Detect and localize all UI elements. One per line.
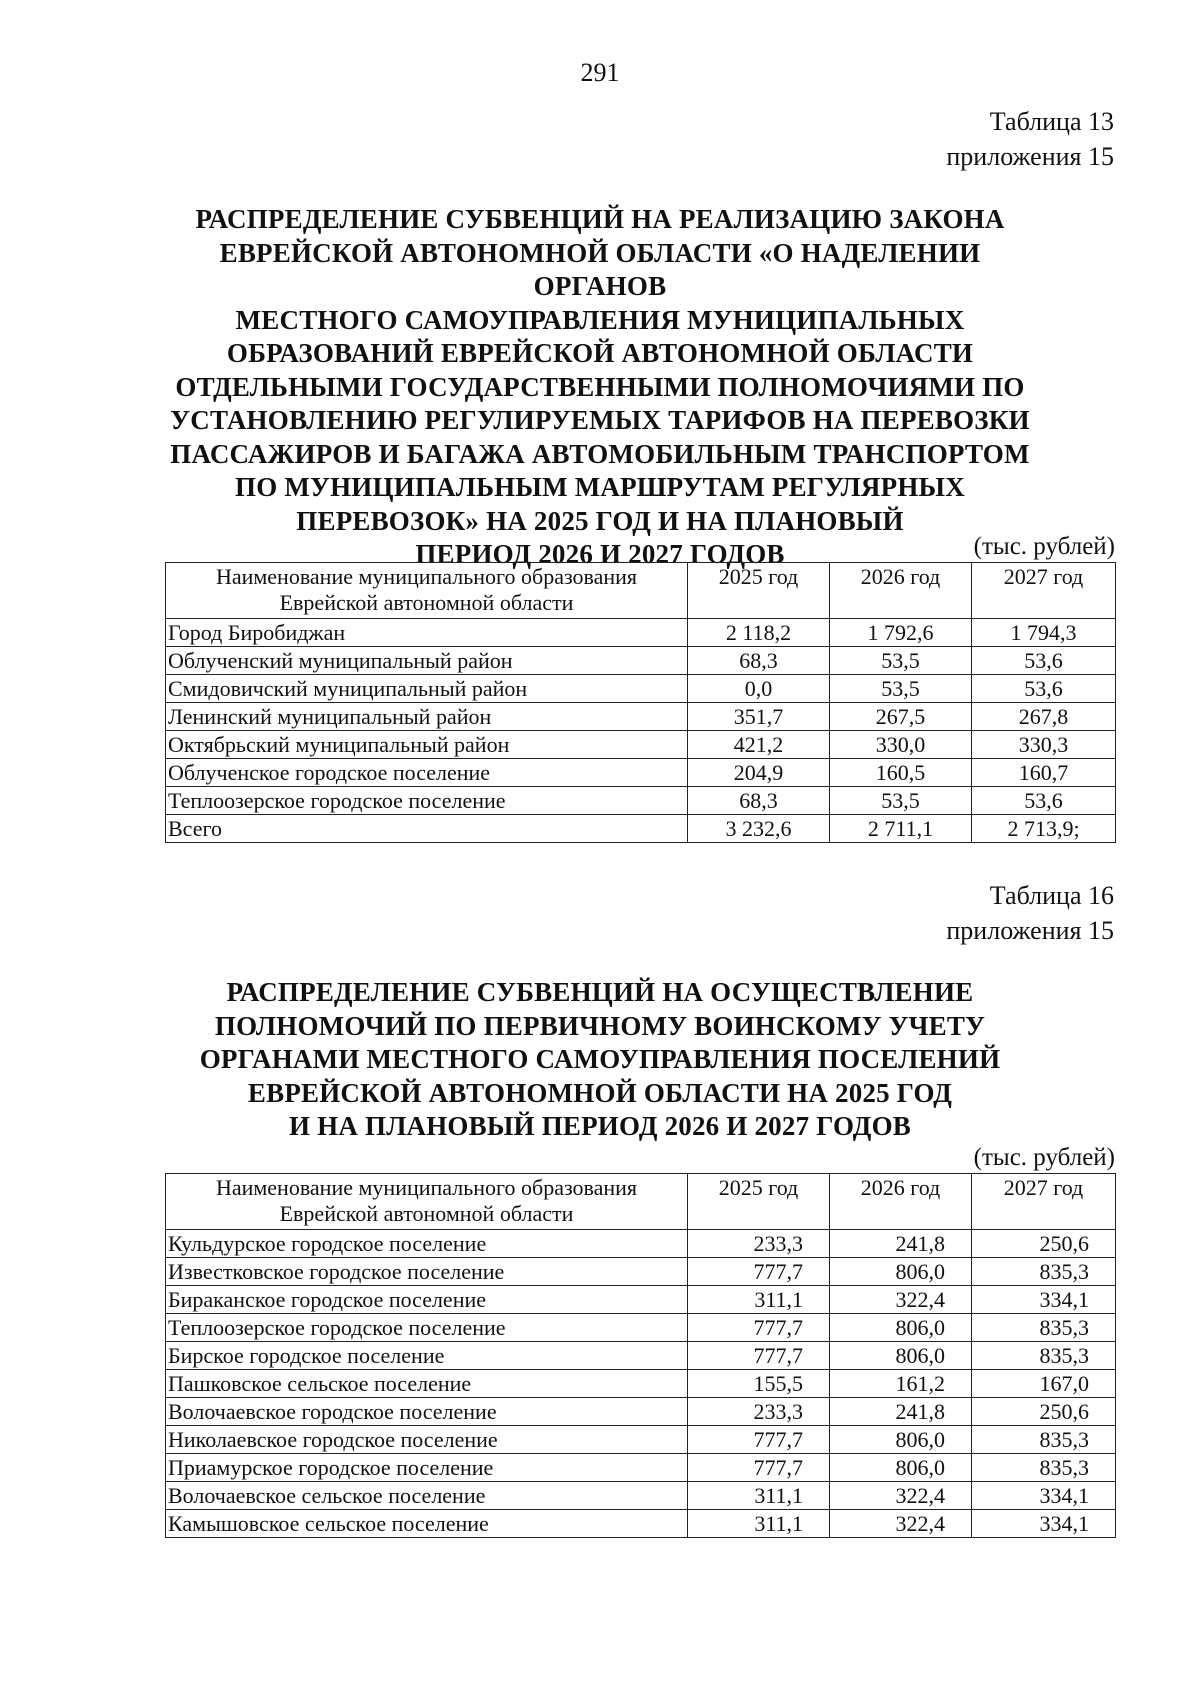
table-ref-line: Таблица 13 [989,107,1114,136]
cell-2026: 160,5 [830,759,972,787]
table-row [166,731,1116,759]
cell-2027: 835,3 [972,1426,1116,1454]
title-line: ПЕРЕВОЗОК» НА 2025 ГОД И НА ПЛАНОВЫЙ [296,505,904,536]
table-row [166,1258,1116,1286]
table-ref-line: приложения 15 [946,916,1114,945]
cell-name: Облученский муниципальный район [166,647,688,675]
cell-2026: 267,5 [830,703,972,731]
cell-2025: 68,3 [688,647,830,675]
table-13-title [150,203,1050,572]
cell-2027: 835,3 [972,1314,1116,1342]
column-header-2025: 2025 год [688,1174,830,1230]
title-line: И НА ПЛАНОВЫЙ ПЕРИОД 2026 И 2027 ГОДОВ [289,1111,911,1141]
column-header-2026: 2026 год [830,563,972,619]
cell-2026: 241,8 [830,1230,972,1258]
cell-name: Октябрьский муниципальный район [166,731,688,759]
title-line: ПЕРИОД 2026 И 2027 ГОДОВ [415,539,785,569]
table-16 [165,1173,1116,1538]
cell-2027: 250,6 [972,1398,1116,1426]
cell-2026: 53,5 [830,647,972,675]
cell-2026: 322,4 [830,1286,972,1314]
table-row [166,1426,1116,1454]
table-row [166,647,1116,675]
cell-2026: 806,0 [830,1426,972,1454]
cell-2025: 155,5 [688,1370,830,1398]
cell-name: Смидовичский муниципальный район [166,675,688,703]
cell-2025: 777,7 [688,1258,830,1286]
cell-name: Ленинский муниципальный район [166,703,688,731]
table-header-row [166,563,1116,619]
column-header-name [166,563,688,619]
cell-name: Всего [166,815,688,843]
header-line: Наименование муниципального образования [215,1175,638,1200]
cell-2027: 835,3 [972,1454,1116,1482]
title-line: ОТДЕЛЬНЫМИ ГОСУДАРСТВЕННЫМИ ПОЛНОМОЧИЯМИ ПО [175,371,1025,402]
cell-2027: 835,3 [972,1258,1116,1286]
title-line: МЕСТНОГО САМОУПРАВЛЕНИЯ МУНИЦИПАЛЬНЫХ [235,304,965,335]
cell-name: Пашковское сельское поселение [166,1370,688,1398]
cell-2027: 160,7 [972,759,1116,787]
cell-2026: 161,2 [830,1370,972,1398]
title-line: ЕВРЕЙСКОЙ АВТОНОМНОЙ ОБЛАСТИ «О НАДЕЛЕНИИ ОРГАНОВ [219,237,981,301]
cell-2027: 2 713,9; [972,815,1116,843]
cell-name: Николаевское городское поселение [166,1426,688,1454]
cell-2026: 322,4 [830,1482,972,1510]
cell-2025: 311,1 [688,1286,830,1314]
cell-2026: 53,5 [830,787,972,815]
cell-2025: 777,7 [688,1454,830,1482]
cell-2025: 68,3 [688,787,830,815]
table-row [166,1314,1116,1342]
table-13 [165,562,1116,843]
units-label: (тыс. рублей) [973,1144,1115,1171]
column-header-2026: 2026 год [830,1174,972,1230]
table-ref-line: Таблица 16 [989,881,1114,910]
cell-2025: 421,2 [688,731,830,759]
table-13-reference [946,104,1114,174]
cell-2025: 311,1 [688,1482,830,1510]
cell-2025: 311,1 [688,1510,830,1538]
cell-2026: 806,0 [830,1454,972,1482]
cell-2025: 204,9 [688,759,830,787]
title-line: ОБРАЗОВАНИЙ ЕВРЕЙСКОЙ АВТОНОМНОЙ ОБЛАСТИ [226,338,974,368]
title-line: УСТАНОВЛЕНИЮ РЕГУЛИРУЕМЫХ ТАРИФОВ НА ПЕРЕВОЗКИ [170,405,1030,435]
cell-name: Известковское городское поселение [166,1258,688,1286]
table-row [166,1342,1116,1370]
cell-name: Облученское городское поселение [166,759,688,787]
cell-2027: 267,8 [972,703,1116,731]
title-line: ЕВРЕЙСКОЙ АВТОНОМНОЙ ОБЛАСТИ НА 2025 ГОД [247,1077,953,1108]
header-line: Наименование муниципального образования [215,564,638,589]
cell-2025: 2 118,2 [688,619,830,647]
title-line: РАСПРЕДЕЛЕНИЕ СУБВЕНЦИЙ НА ОСУЩЕСТВЛЕНИЕ [226,977,974,1007]
header-line: Еврейской автономной области [279,1201,574,1226]
cell-2027: 53,6 [972,787,1116,815]
table-row [166,815,1116,843]
table-ref-line: приложения 15 [946,142,1114,171]
cell-2027: 835,3 [972,1342,1116,1370]
cell-2025: 0,0 [688,675,830,703]
title-line: ОРГАНАМИ МЕСТНОГО САМОУПРАВЛЕНИЯ ПОСЕЛЕНИЙ [199,1044,1001,1074]
cell-2026: 330,0 [830,731,972,759]
cell-name: Волочаевское сельское поселение [166,1482,688,1510]
cell-2026: 241,8 [830,1398,972,1426]
cell-2027: 250,6 [972,1230,1116,1258]
cell-2026: 1 792,6 [830,619,972,647]
cell-2026: 806,0 [830,1314,972,1342]
table-16-title [150,976,1050,1144]
table-row [166,759,1116,787]
cell-name: Кульдурское городское поселение [166,1230,688,1258]
cell-2027: 1 794,3 [972,619,1116,647]
column-header-2027: 2027 год [972,563,1116,619]
table-row [166,1510,1116,1538]
cell-name: Камышовское сельское поселение [166,1510,688,1538]
cell-name: Бираканское городское поселение [166,1286,688,1314]
cell-name: Теплоозерское городское поселение [166,1314,688,1342]
table-row [166,619,1116,647]
table-row [166,1286,1116,1314]
cell-2026: 53,5 [830,675,972,703]
cell-2025: 777,7 [688,1314,830,1342]
column-header-2025: 2025 год [688,563,830,619]
cell-2025: 233,3 [688,1398,830,1426]
cell-name: Приамурское городское поселение [166,1454,688,1482]
page-number: 291 [580,58,620,87]
cell-2025: 351,7 [688,703,830,731]
title-line: ПО МУНИЦИПАЛЬНЫМ МАРШРУТАМ РЕГУЛЯРНЫХ [235,472,965,502]
header-line: Еврейской автономной области [279,590,574,615]
cell-name: Теплоозерское городское поселение [166,787,688,815]
units-label: (тыс. рублей) [973,533,1115,560]
title-line: РАСПРЕДЕЛЕНИЕ СУБВЕНЦИЙ НА РЕАЛИЗАЦИЮ ЗАКОНА [195,204,1005,234]
cell-2025: 777,7 [688,1342,830,1370]
cell-2027: 334,1 [972,1482,1116,1510]
cell-name: Волочаевское городское поселение [166,1398,688,1426]
cell-2027: 53,6 [972,647,1116,675]
cell-2027: 334,1 [972,1510,1116,1538]
table-16-reference [946,878,1114,948]
cell-2025: 3 232,6 [688,815,830,843]
title-line: ПАССАЖИРОВ И БАГАЖА АВТОМОБИЛЬНЫМ ТРАНСПОРТОМ [170,438,1030,469]
table-row [166,703,1116,731]
cell-name: Город Биробиджан [166,619,688,647]
cell-name: Бирское городское поселение [166,1342,688,1370]
table-header-row [166,1174,1116,1230]
cell-2026: 806,0 [830,1258,972,1286]
cell-2026: 322,4 [830,1510,972,1538]
cell-2027: 53,6 [972,675,1116,703]
table-row [166,1482,1116,1510]
cell-2026: 806,0 [830,1342,972,1370]
cell-2027: 167,0 [972,1370,1116,1398]
cell-2027: 330,3 [972,731,1116,759]
column-header-name [166,1174,688,1230]
column-header-2027: 2027 год [972,1174,1116,1230]
cell-2025: 777,7 [688,1426,830,1454]
table-row [166,1370,1116,1398]
cell-2025: 233,3 [688,1230,830,1258]
table-row [166,1454,1116,1482]
cell-2027: 334,1 [972,1286,1116,1314]
cell-2026: 2 711,1 [830,815,972,843]
table-row [166,1230,1116,1258]
table-row [166,675,1116,703]
title-line: ПОЛНОМОЧИЙ ПО ПЕРВИЧНОМУ ВОИНСКОМУ УЧЕТУ [214,1010,986,1041]
table-row [166,1398,1116,1426]
table-row [166,787,1116,815]
